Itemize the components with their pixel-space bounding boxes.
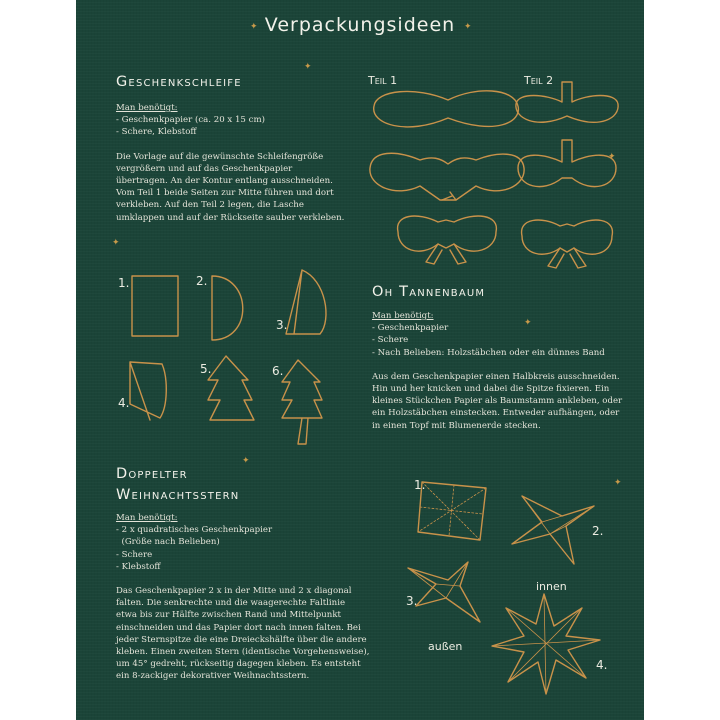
bow-body-line: umklappen und auf der Rückseite sauber verkleben. — [116, 212, 345, 223]
star-step-number: 1. — [414, 478, 426, 492]
bow-body-line: Die Vorlage auf die gewünschte Schleifengröße — [116, 151, 324, 162]
star-diagram — [76, 0, 644, 720]
star-heading-line: Weihnachtsstern — [116, 487, 240, 503]
star-icon: ✦ — [608, 152, 616, 162]
bow-needs-label: Man benötigt: — [116, 103, 178, 113]
star-body-line: ein 8-zackiger dekorativer Weihnachtsstern. — [116, 671, 310, 682]
star-body-line: falten. Die senkrechte und die waagerechte Faltlinie — [116, 598, 346, 609]
star-body-line: kleben. Einen zweiten Stern (identische Vorgehensweise), — [116, 647, 370, 658]
star-body-line: etwa bis zur Hälfte zwischen Rand und Mittelpunkt — [116, 610, 341, 621]
star-icon: ✦ — [304, 62, 312, 72]
tree-step-number: 3. — [276, 318, 288, 332]
star-need: - Schere — [116, 549, 153, 560]
tree-heading: Oh Tannenbaum — [372, 284, 486, 300]
tree-body-line: in einen Topf mit Blumenerde stecken. — [372, 420, 541, 431]
bow-heading: Geschenkschleife — [116, 74, 242, 90]
tree-step-number: 5. — [200, 362, 212, 376]
star-icon: ✦ — [614, 478, 622, 488]
star-need: (Größe nach Belieben) — [116, 537, 220, 548]
star-step-number: 3. — [406, 594, 418, 608]
tree-needs-label: Man benötigt: — [372, 311, 434, 321]
star-inner-label: innen — [536, 580, 567, 593]
star-step1-square — [418, 482, 486, 540]
tree-need: - Geschenkpapier — [372, 323, 449, 334]
star-icon: ✦ — [464, 22, 472, 32]
tree-step-number: 1. — [118, 276, 130, 290]
bow-body-line: vergrößern und auf das Geschenkpapier — [116, 163, 293, 174]
bow-body-line: verkleben. Auf den Teil 2 legen, die Lasche — [116, 200, 304, 211]
tree-body-line: ein Holzstäbchen einstecken. Entweder aufhängen, oder — [372, 408, 620, 419]
page-title: Verpackungsideen — [264, 14, 456, 36]
bow-part1-label: Teil 1 — [368, 74, 398, 87]
tree-body-line: Aus dem Geschenkpapier einen Halbkreis ausschneiden. — [372, 371, 620, 382]
star-body-line: Das Geschenkpapier 2 x in der Mitte und 2 x diagonal — [116, 586, 352, 597]
bow-need: - Schere, Klebstoff — [116, 127, 197, 138]
star-outer-label: außen — [428, 640, 463, 653]
star-icon: ✦ — [112, 238, 120, 248]
tree-step-number: 6. — [272, 364, 284, 378]
bow-part2-label: Teil 2 — [524, 74, 554, 87]
star-body-line: einschneiden und das Papier dort nach innen falten. Bei — [116, 622, 361, 633]
tree-step-number: 4. — [118, 396, 130, 410]
star-need: - Klebstoff — [116, 561, 161, 572]
star-needs-label: Man benötigt: — [116, 513, 178, 523]
star-heading-line: Doppelter — [116, 466, 188, 482]
tree-need: - Schere — [372, 335, 409, 346]
star-step3-star — [408, 562, 480, 622]
bow-body-line: übertragen. An der Kontur entlang ausschneiden. — [116, 176, 333, 187]
star-need: - 2 x quadratisches Geschenkpapier — [116, 525, 273, 536]
tree-need: - Nach Belieben: Holzstäbchen oder ein dünnes Band — [372, 347, 605, 358]
star-icon: ✦ — [242, 456, 250, 466]
star-body-line: um 45° gedreht, rückseitig dagegen kleben. Es entsteht — [116, 659, 361, 670]
tree-step-number: 2. — [196, 274, 208, 288]
star-icon: ✦ — [250, 22, 258, 32]
star-step2-star — [512, 496, 594, 564]
bow-need: - Geschenkpapier (ca. 20 x 15 cm) — [116, 115, 265, 126]
star-step-number: 2. — [592, 524, 604, 538]
page — [76, 0, 644, 720]
tree-body-line: kleines Stückchen Papier als Baumstamm ankleben, oder — [372, 396, 623, 407]
star-step-number: 4. — [596, 658, 608, 672]
tree-body-line: Hin und her knicken und dabei die Spitze fixieren. Ein — [372, 384, 610, 395]
star-icon: ✦ — [524, 318, 532, 328]
star-body-line: jeder Sternspitze die eine Dreieckshälfte über die andere — [116, 634, 367, 645]
bow-body-line: Vom Teil 1 beide Seiten zur Mitte führen und dort — [116, 188, 334, 199]
